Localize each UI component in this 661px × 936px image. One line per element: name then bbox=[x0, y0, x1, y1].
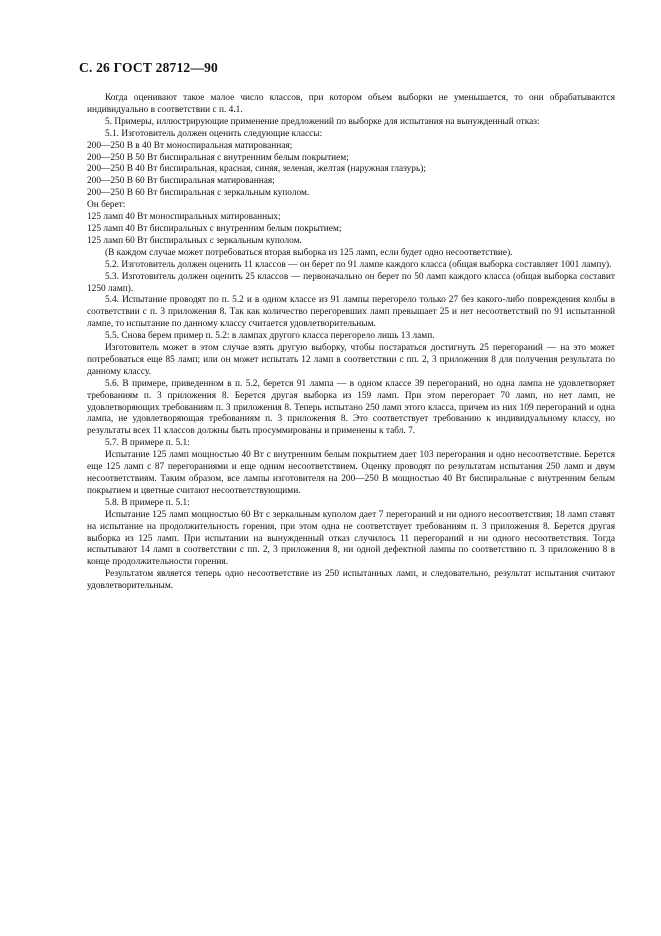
page-header: С. 26 ГОСТ 28712—90 bbox=[79, 60, 218, 75]
paragraph-5-8: 5.8. В примере п. 5.1: bbox=[105, 497, 190, 508]
paragraph-5: 5. Примеры, иллюстрирующие применение предложений по выборке для испытания на вынужденный отказ: bbox=[105, 116, 540, 127]
paragraph-5-2: 5.2. Изготовитель должен оценить 11 классов — он берет по 91 лампе каждого класса (общая выборка составляет 1001 лампу). bbox=[105, 259, 612, 270]
sample-list-item: 125 ламп 60 Вт биспиральных с зеркальным куполом. bbox=[87, 235, 302, 246]
document-body bbox=[87, 93, 615, 593]
paragraph-5-7-cont: Испытание 125 ламп мощностью 40 Вт с внутренним белым покрытием дает 103 перегорания и одно несоответствие. Берется еще 125 ламп с 87 перегораниями и еще одним несоответствием. Оценку проводят по результатам испытания 250 ламп и двум несоответствиям. Таким образом, все лампы изготовителя на 200—250 В мощностью 40 Вт биспиральные с внутренним белым покрытием и цветные считают несоответствующими. bbox=[87, 450, 615, 496]
paragraph-5-7: 5.7. В примере п. 5.1: bbox=[105, 438, 190, 449]
sample-note: (В каждом случае может потребоваться вторая выборка из 125 ламп, если будет одно несоответствие). bbox=[105, 247, 513, 258]
paragraph-intro: Когда оценивают такое малое число классов, при котором объем выборки не уменьшается, то они обрабатываются индивидуально в соответствии с п. 4.1. bbox=[87, 93, 615, 115]
paragraph-5-4: 5.4. Испытание проводят по п. 5.2 и в одном классе из 91 лампы перегорело только 27 без какого-либо повреждения колбы в соответствии с п. 3 приложения 8. Так как количество перегоревших ламп превышает 25 и нет несоответствий по 91 испытанной лампе, то испытание по данному классу считается удовлетворительным. bbox=[87, 295, 615, 330]
sample-intro: Он берет: bbox=[87, 200, 126, 211]
class-list-item: 200—250 В 60 Вт биспиральная матированная; bbox=[87, 176, 275, 187]
class-list-item: 200—250 В 40 Вт биспиральная, красная, синяя, зеленая, желтая (наружная глазурь); bbox=[87, 164, 426, 175]
sample-list-item: 125 ламп 40 Вт биспиральных с внутренним белым покрытием; bbox=[87, 223, 342, 234]
paragraph-5-5-cont: Изготовитель может в этом случае взять другую выборку, чтобы постараться достигнуть 25 перегораний — на это может потребоваться еще 85 ламп; или он может испытать 12 ламп в соответствии с пп. 2, 3 приложения 8 для получения результата по данному классу. bbox=[87, 343, 615, 377]
paragraph-5-5: 5.5. Снова берем пример п. 5.2: в лампах другого класса перегорело лишь 13 ламп. bbox=[105, 331, 435, 342]
class-list-item: 200—250 В 50 Вт биспиральная с внутренним белым покрытием; bbox=[87, 152, 349, 163]
class-list-item: 200—250 В в 40 Вт моноспиральная матированная; bbox=[87, 140, 293, 151]
paragraph-5-8-cont: Испытание 125 ламп мощностью 60 Вт с зеркальным куполом дает 7 перегораний и ни одного несоответствия; 18 ламп ставят на испытание на продолжительность горения, при этом одна не соответствует требованиям п. 3 приложения 8. Берется другая выборка из 125 ламп. При испытании на вынужденный отказ случилось 11 перегораний и ни одного несоответствия. Тогда испытывают 14 ламп в соответствии с пп. 2, 3 приложения 8, ни одной дефектной лампы по соответствию п. 3 приложению 8 в конце продолжительности горения. bbox=[87, 509, 615, 568]
paragraph-5-6: 5.6. В примере, приведенном в п. 5.2, берется 91 лампа — в одном классе 39 перегораний, но одна лампа не удовлетворяет требованиям п. 3 приложения 8. Берется другая выборка из 159 ламп. При этом перегорает 70 ламп, но нет ламп, не удовлетворяющих требованиям п. 3 приложения 8. Теперь испытано 250 ламп этого класса, причем из них 109 перегораний и одна лампа, не удовлетворяющая требованиям п. 3 приложения 8. Это соответствует требованию к индивидуальному классу, но результаты всех 11 классов должны быть просуммированы и применены к табл. 7. bbox=[87, 378, 615, 437]
paragraph-5-3: 5.3. Изготовитель должен оценить 25 классов — первоначально он берет по 50 ламп каждого класса (общая выборка составит 1250 ламп). bbox=[87, 271, 615, 294]
sample-list-item: 125 ламп 40 Вт моноспиральных матированных; bbox=[87, 212, 281, 223]
paragraph-conclusion: Результатом является теперь одно несоответствие из 250 испытанных ламп, и следовательно, результат испытания считают удовлетворительным. bbox=[87, 569, 615, 592]
class-list-item: 200—250 В 60 Вт биспиральная с зеркальным куполом. bbox=[87, 188, 310, 199]
paragraph-5-1: 5.1. Изготовитель должен оценить следующие классы: bbox=[105, 128, 323, 139]
